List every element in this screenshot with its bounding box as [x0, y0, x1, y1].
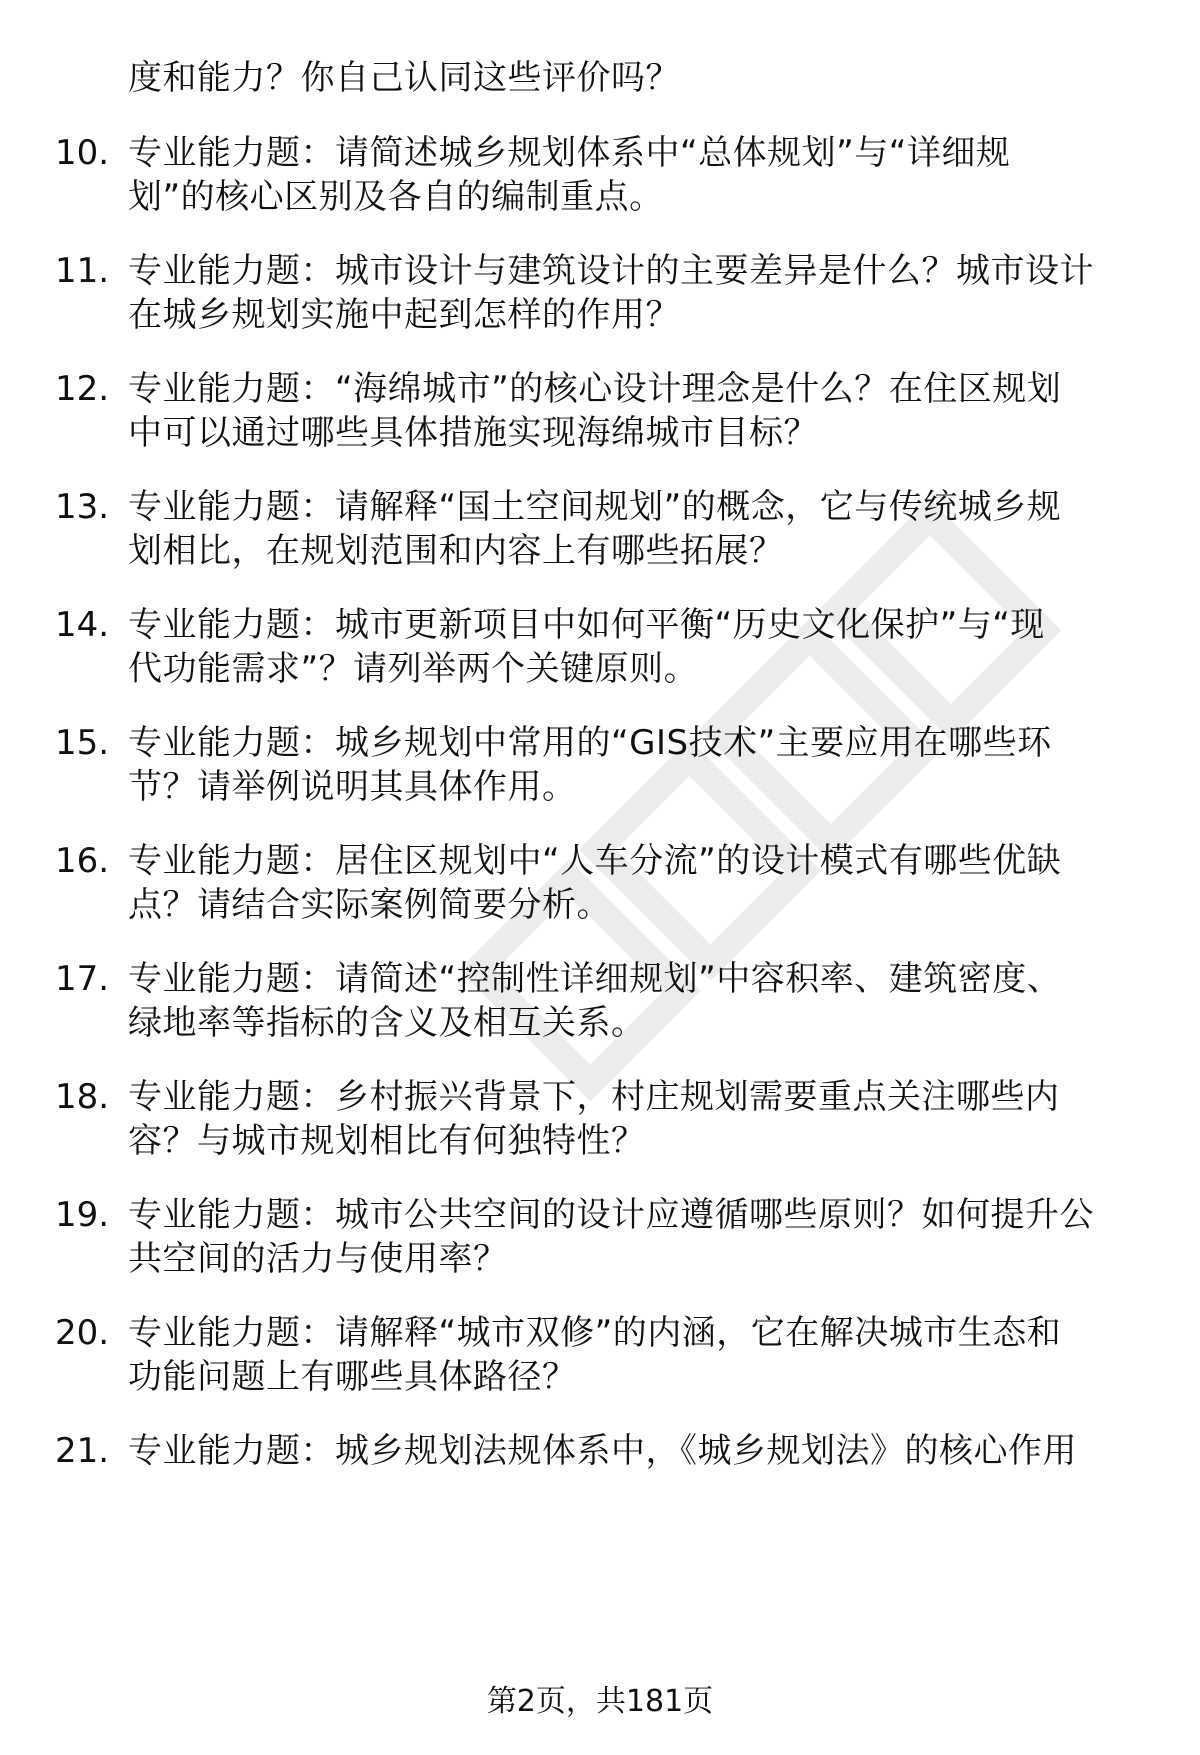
- question-number: 14.: [55, 605, 110, 645]
- question-text-line: 功能问题上有哪些具体路径？: [128, 1357, 577, 1397]
- question-text-line: 中可以通过哪些具体措施实现海绵城市目标？: [128, 413, 818, 453]
- question-text-line: 专业能力题：城乡规划法规体系中，《城乡规划法》的核心作用: [128, 1431, 1077, 1471]
- question-text-line: 在城乡规划实施中起到怎样的作用？: [128, 295, 680, 335]
- question-number: 15.: [55, 723, 110, 763]
- question-text-line: 专业能力题：请简述城乡规划体系中“总体规划”与“详细规: [128, 133, 1011, 173]
- question-text-line: 专业能力题：请解释“城市双修”的内涵，它在解决城市生态和: [128, 1313, 1062, 1353]
- question-number: 10.: [55, 133, 110, 173]
- question-text-line: 划”的核心区别及各自的编制重点。: [128, 177, 664, 217]
- question-number: 21.: [55, 1431, 110, 1471]
- question-number: 13.: [55, 487, 110, 527]
- question-text-line: 绿地率等指标的含义及相互关系。: [128, 1003, 646, 1043]
- question-number: 18.: [55, 1077, 110, 1117]
- question-text-line: 容？与城市规划相比有何独特性？: [128, 1121, 646, 1161]
- question-text-line: 划相比，在规划范围和内容上有哪些拓展？: [128, 531, 784, 571]
- question-text-line: 专业能力题：居住区规划中“人车分流”的设计模式有哪些优缺: [128, 841, 1062, 881]
- question-text-line: 专业能力题：城市公共空间的设计应遵循哪些原则？如何提升公: [128, 1195, 1094, 1235]
- question-text-line: 专业能力题：城市设计与建筑设计的主要差异是什么？城市设计: [128, 251, 1094, 291]
- question-number: 11.: [55, 251, 110, 291]
- question-text-line: 专业能力题：“海绵城市”的核心设计理念是什么？在住区规划: [128, 369, 1062, 409]
- question-number: 19.: [55, 1195, 110, 1235]
- question-number: 16.: [55, 841, 110, 881]
- question-text-line: 点？请结合实际案例简要分析。: [128, 885, 611, 925]
- question-text-line: 专业能力题：请解释“国土空间规划”的概念，它与传统城乡规: [128, 487, 1062, 527]
- question-text-line: 节？请举例说明其具体作用。: [128, 767, 577, 807]
- intro-line: 度和能力？你自己认同这些评价吗？: [128, 58, 680, 98]
- question-text-line: 专业能力题：请简述“控制性详细规划”中容积率、建筑密度、: [128, 959, 1062, 999]
- page-footer: 第2页，共181页: [486, 1684, 714, 1719]
- question-number: 17.: [55, 959, 110, 999]
- question-text-line: 专业能力题：城乡规划中常用的“GIS技术”主要应用在哪些环: [128, 723, 1052, 763]
- question-number: 20.: [55, 1313, 110, 1353]
- question-text-line: 专业能力题：乡村振兴背景下，村庄规划需要重点关注哪些内: [128, 1077, 1060, 1117]
- question-text-line: 专业能力题：城市更新项目中如何平衡“历史文化保护”与“现: [128, 605, 1045, 645]
- question-text-line: 共空间的活力与使用率？: [128, 1239, 508, 1279]
- question-number: 12.: [55, 369, 110, 409]
- question-text-line: 代功能需求”？请列举两个关键原则。: [128, 649, 699, 689]
